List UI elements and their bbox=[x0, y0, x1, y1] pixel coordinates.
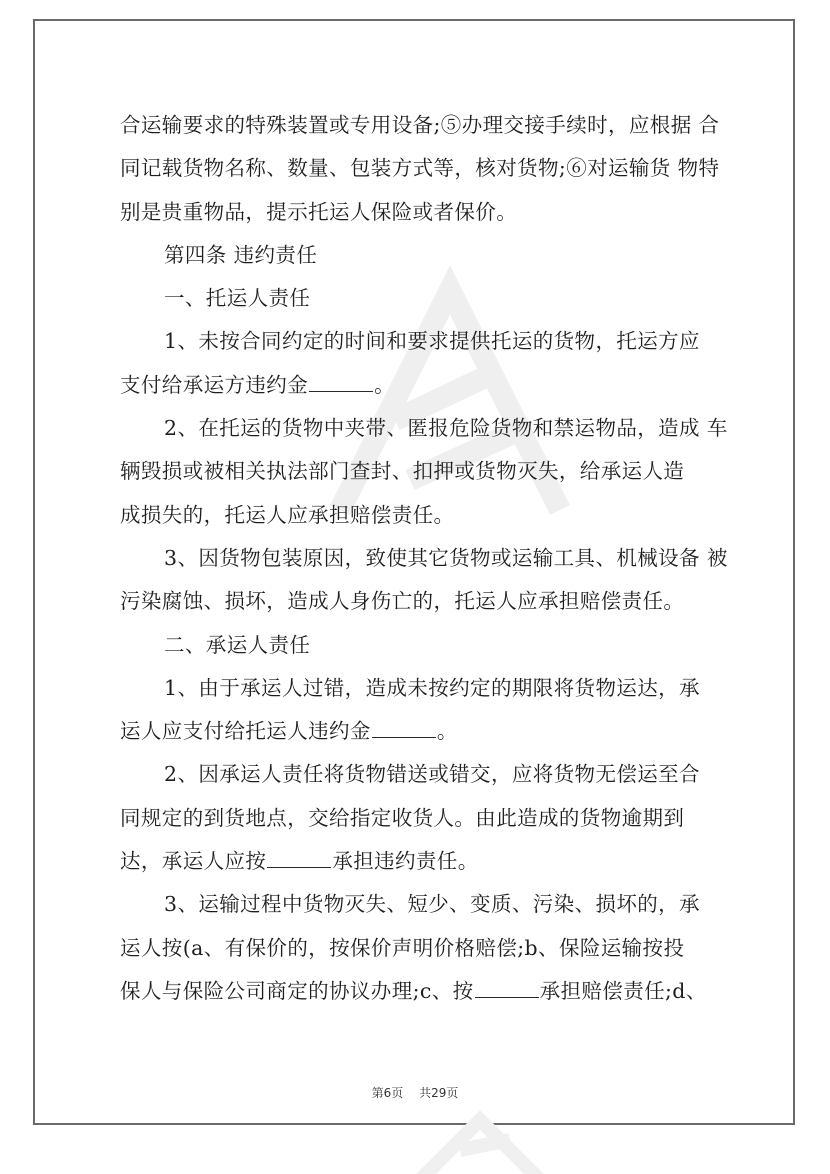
text-line bbox=[120, 883, 730, 926]
text-segment: 3、因货物包装原因，致使其它货物或运输工具、机械设备 被 bbox=[164, 545, 728, 570]
text-segment: 运人应支付给托运人违约金 bbox=[120, 719, 371, 744]
text-line bbox=[120, 537, 730, 580]
text-line bbox=[120, 710, 730, 753]
text-segment: 1、未按合同约定的时间和要求提供托运的货物，托运方应 bbox=[164, 329, 700, 354]
text-segment: 支付给承运方违约金 bbox=[120, 372, 309, 397]
text-segment: 。 bbox=[374, 372, 396, 397]
text-segment: 运人按(a、有保价的，按保价声明价格赔偿;b、保险运输按投 bbox=[120, 935, 685, 960]
text-segment: 同规定的到货地点，交给指定收货人。由此造成的货物逾期到 bbox=[120, 805, 685, 830]
text-line bbox=[120, 797, 730, 840]
text-segment: 辆毁损或被相关执法部门查封、扣押或货物灭失，给承运人造 bbox=[120, 459, 685, 484]
text-segment: 合运输要求的特殊装置或专用设备;⑤办理交接手续时，应根据 合 bbox=[120, 113, 720, 137]
text-segment: 。 bbox=[436, 719, 458, 744]
text-line bbox=[120, 580, 730, 623]
document-body bbox=[120, 104, 730, 1013]
text-segment: 3、运输过程中货物灭失、短少、变质、污染、损坏的，承 bbox=[164, 892, 700, 917]
text-segment: 达，承运人应按 bbox=[120, 849, 267, 874]
text-line bbox=[120, 970, 730, 1013]
text-line bbox=[120, 407, 730, 450]
text-line bbox=[120, 753, 730, 796]
text-line bbox=[120, 494, 730, 537]
text-line bbox=[120, 450, 730, 493]
text-line bbox=[120, 624, 730, 667]
fill-in-blank bbox=[372, 720, 436, 738]
text-line bbox=[120, 320, 730, 363]
text-segment: 污染腐蚀、损坏，造成人身伤亡的，托运人应承担赔偿责任。 bbox=[120, 589, 685, 614]
text-line bbox=[120, 191, 730, 234]
text-segment: 2、因承运人责任将货物错送或错交，应将货物无偿运至合 bbox=[164, 762, 700, 787]
page-footer bbox=[0, 1084, 830, 1101]
text-line bbox=[120, 104, 730, 147]
text-line bbox=[120, 147, 730, 190]
fill-in-blank bbox=[309, 374, 373, 392]
text-segment: 成损失的，托运人应承担赔偿责任。 bbox=[120, 502, 455, 527]
text-segment: 保人与保险公司商定的协议办理;c、按 bbox=[120, 978, 474, 1003]
text-line bbox=[120, 277, 730, 320]
text-line bbox=[120, 234, 730, 277]
text-line bbox=[120, 667, 730, 710]
fill-in-blank bbox=[475, 980, 539, 998]
text-line bbox=[120, 927, 730, 970]
text-segment: 二、承运人责任 bbox=[164, 632, 311, 657]
text-segment: 第四条 违约责任 bbox=[164, 242, 318, 267]
text-segment: 承担违约责任。 bbox=[332, 849, 479, 874]
text-line bbox=[120, 840, 730, 883]
fill-in-blank bbox=[267, 850, 331, 868]
current-page-label: 第6页 bbox=[371, 1086, 404, 1100]
text-segment: 1、由于承运人过错，造成未按约定的期限将货物运达，承 bbox=[164, 675, 700, 700]
text-segment: 别是贵重物品，提示托运人保险或者保价。 bbox=[120, 199, 518, 224]
total-pages-label: 共29页 bbox=[419, 1086, 459, 1100]
text-line bbox=[120, 364, 730, 407]
text-segment: 一、托运人责任 bbox=[164, 286, 311, 311]
text-segment: 2、在托运的货物中夹带、匿报危险货物和禁运物品，造成 车 bbox=[164, 416, 728, 441]
text-segment: 承担赔偿责任;d、 bbox=[539, 978, 707, 1003]
text-segment: 同记载货物名称、数量、包装方式等，核对货物;⑥对运输货 物特 bbox=[120, 156, 720, 181]
